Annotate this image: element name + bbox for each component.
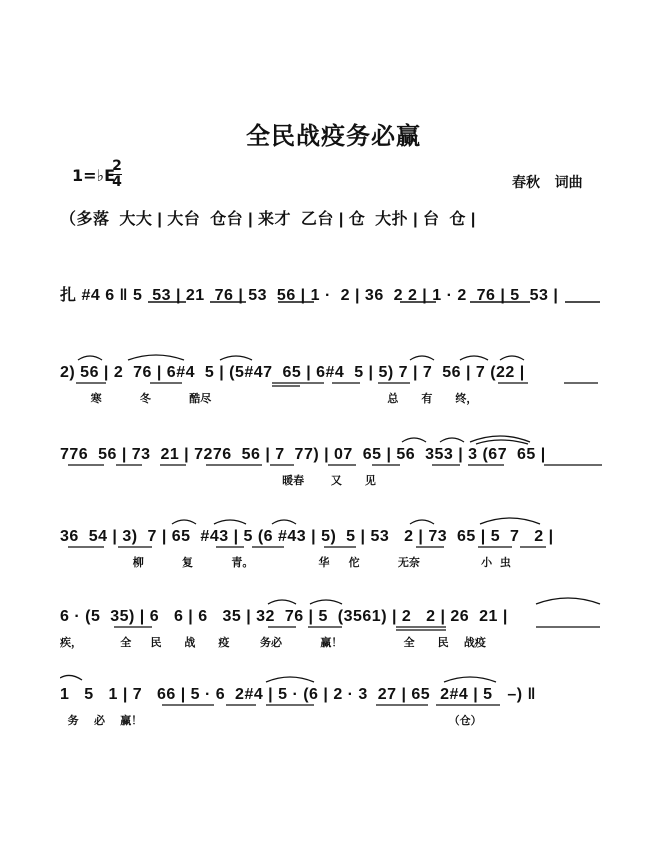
notes-line: （多落 大大 | 大台 仓台 | 来才 乙台 | 仓 大扑 | 台 仓 | (60, 211, 476, 228)
notes-line: 36 54 | 3) 7 | 65 #43 | 5 (6 #43 | 5) 5 | 53 2 | 73 65 | 5 7 2 | (60, 528, 554, 545)
time-signature-top: 2 (112, 158, 122, 174)
lyrics-line: 务 必 赢！ （仓） (60, 714, 482, 727)
song-title: 全民战疫务必赢 (246, 122, 421, 150)
lyrics-line: 疾， 全 民 战 疫 务必 赢！ 全 民 战疫 (60, 636, 486, 649)
notes-line: 776 56 | 73 21 | 7276 56 | 7 77) | 07 65 | 56 353 | 3 (67 65 | (60, 446, 546, 463)
lyrics-line: 暖春 又 见 (60, 474, 376, 487)
time-signature-bottom: 4 (112, 174, 122, 190)
notes-line: 2) 56 | 2 76 | 6#4 5 | (5#47 65 | 6#4 5 | 5) 7 | 7 56 | 7 (22 | (60, 364, 525, 381)
score-row-intro (60, 206, 608, 236)
key-signature: 1=♭E (72, 166, 116, 185)
notes-line: 扎 #4 6 ‖ 5 53 | 21 76 | 53 56 | 1 · 2 | 36 2 2 | 1 · 2 76 | 5 53 | (60, 287, 559, 304)
lyrics-line: 寒 冬 酷尽 总 有 终， (60, 392, 478, 405)
score-row-6 (60, 686, 608, 730)
notes-line: 6 · (5 35) | 6 6 | 6 35 | 32 76 | 5 (3561) | 2 2 | 26 21 | (60, 608, 508, 625)
score-row-3 (60, 446, 608, 490)
time-signature (112, 160, 122, 189)
score-row-4 (60, 528, 608, 572)
credits: 春秋 词曲 (512, 175, 583, 191)
lyrics-line: 柳 复 青。 华 佗 无奈 小 虫 (60, 556, 511, 569)
notes-line: 1 5 1 | 7 66 | 5 · 6 2#4 | 5 · (6 | 2 · 3 27 | 65 2#4 | 5 –) ‖ (60, 686, 536, 703)
score-row-1 (60, 282, 608, 322)
score-row-5 (60, 608, 608, 652)
score-row-2 (60, 364, 608, 408)
